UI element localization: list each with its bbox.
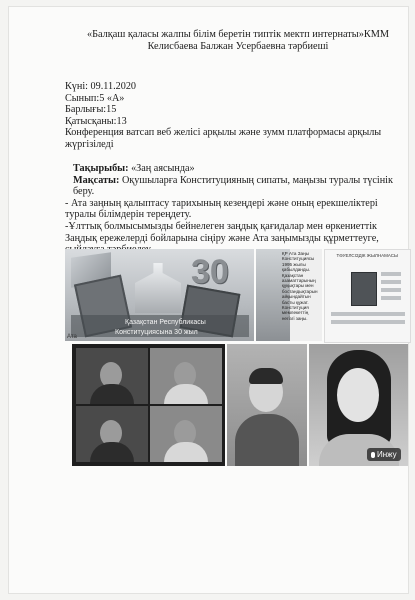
topic-label: Тақырыбы:	[73, 163, 129, 174]
participant-tile	[76, 348, 148, 404]
lesson-info	[65, 81, 407, 151]
goal-item-2: -Ұлттық болмысымызды бейнелеген заңдық қағидалар мен өркениеттік Заңдық ережелерді бойларына сіңіру және Ата заңымызды құрметтеуге,	[65, 220, 379, 244]
goal-item-1: - Ата заңның қалыптасу тарихының кезеңдері және оның ерекшеліктері туралы білімдерін тереңдету.	[65, 197, 378, 221]
topic-line	[65, 163, 410, 175]
participant-tile	[76, 406, 148, 462]
goal-label: Мақсаты:	[73, 174, 120, 186]
student-face	[337, 368, 379, 422]
lesson-date: Күні: 09.11.2020	[65, 81, 137, 92]
document-page	[8, 6, 409, 594]
video-call-collage	[72, 344, 408, 466]
slide-menu-item	[381, 272, 401, 276]
student-hair	[249, 368, 283, 384]
slides-collage	[65, 249, 411, 341]
text-slide-body: ҚР Ата Заңы Конституциясы 1995 жылы қабылданды. Қазақстан азаматтарының құқықтары мен бостандықтарын айқындайтын басты құжат. Конституция мемлекеттің негізгі заңы.	[281, 251, 318, 321]
participant-name: Инжу	[377, 450, 397, 459]
slide-menu-item	[381, 288, 401, 292]
participant-body	[164, 384, 208, 404]
slide-menu-item	[331, 320, 405, 324]
independence-slide	[324, 249, 412, 343]
lesson-goals	[65, 163, 410, 256]
goal-value: Оқушыларға Конституцияның сипаты, маңызы туралы түсінік беру.	[73, 174, 393, 198]
goal-line	[65, 175, 410, 198]
student-photo-girl	[309, 344, 408, 466]
constitution-poster	[65, 249, 254, 341]
participant-body	[90, 442, 134, 462]
independence-slide-title: ТӘУЕЛСІЗДІК ЖЫЛНАМАСЫ	[336, 253, 399, 258]
document-header	[68, 29, 408, 53]
participant-tile	[150, 406, 222, 462]
microphone-icon	[371, 452, 375, 458]
zoom-gallery	[72, 344, 225, 466]
slide-menu-item	[381, 280, 401, 284]
slide-menu-item	[381, 296, 401, 300]
student-body	[235, 414, 299, 466]
conference-line-2: жүргізіледі	[65, 138, 114, 150]
topic-value: «Заң аясында»	[128, 163, 195, 174]
school-name: «Балқаш қаласы жалпы білім беретін типтік мектп интернаты»КММ	[86, 29, 390, 40]
teacher-name: Келисбаева Балжан Усербаевна тәрбиеші	[147, 41, 329, 52]
poster-small-label: Ата	[67, 334, 77, 340]
participant-body	[90, 384, 134, 404]
poster-caption-1: Қазақстан Республикасы	[125, 319, 206, 326]
participant-name-tag	[367, 448, 401, 461]
lesson-class: Сынып:5 «А»	[65, 92, 125, 104]
text-slide	[256, 249, 322, 341]
conference-line-1: Конференция ватсап веб желісі арқылы және зумм платформасы арқылы	[65, 127, 382, 139]
anniversary-number: 30	[191, 253, 229, 291]
slide-menu-item	[331, 312, 405, 316]
book-icon	[351, 272, 377, 306]
participant-tile	[150, 348, 222, 404]
building-image	[135, 263, 181, 313]
lesson-present: Қатысқаны:13	[65, 115, 127, 127]
lesson-total: Барлығы:15	[65, 104, 117, 116]
poster-caption-2: Конституциясына 30 жыл	[115, 329, 198, 336]
student-photo-boy	[227, 344, 307, 466]
participant-body	[164, 442, 208, 462]
